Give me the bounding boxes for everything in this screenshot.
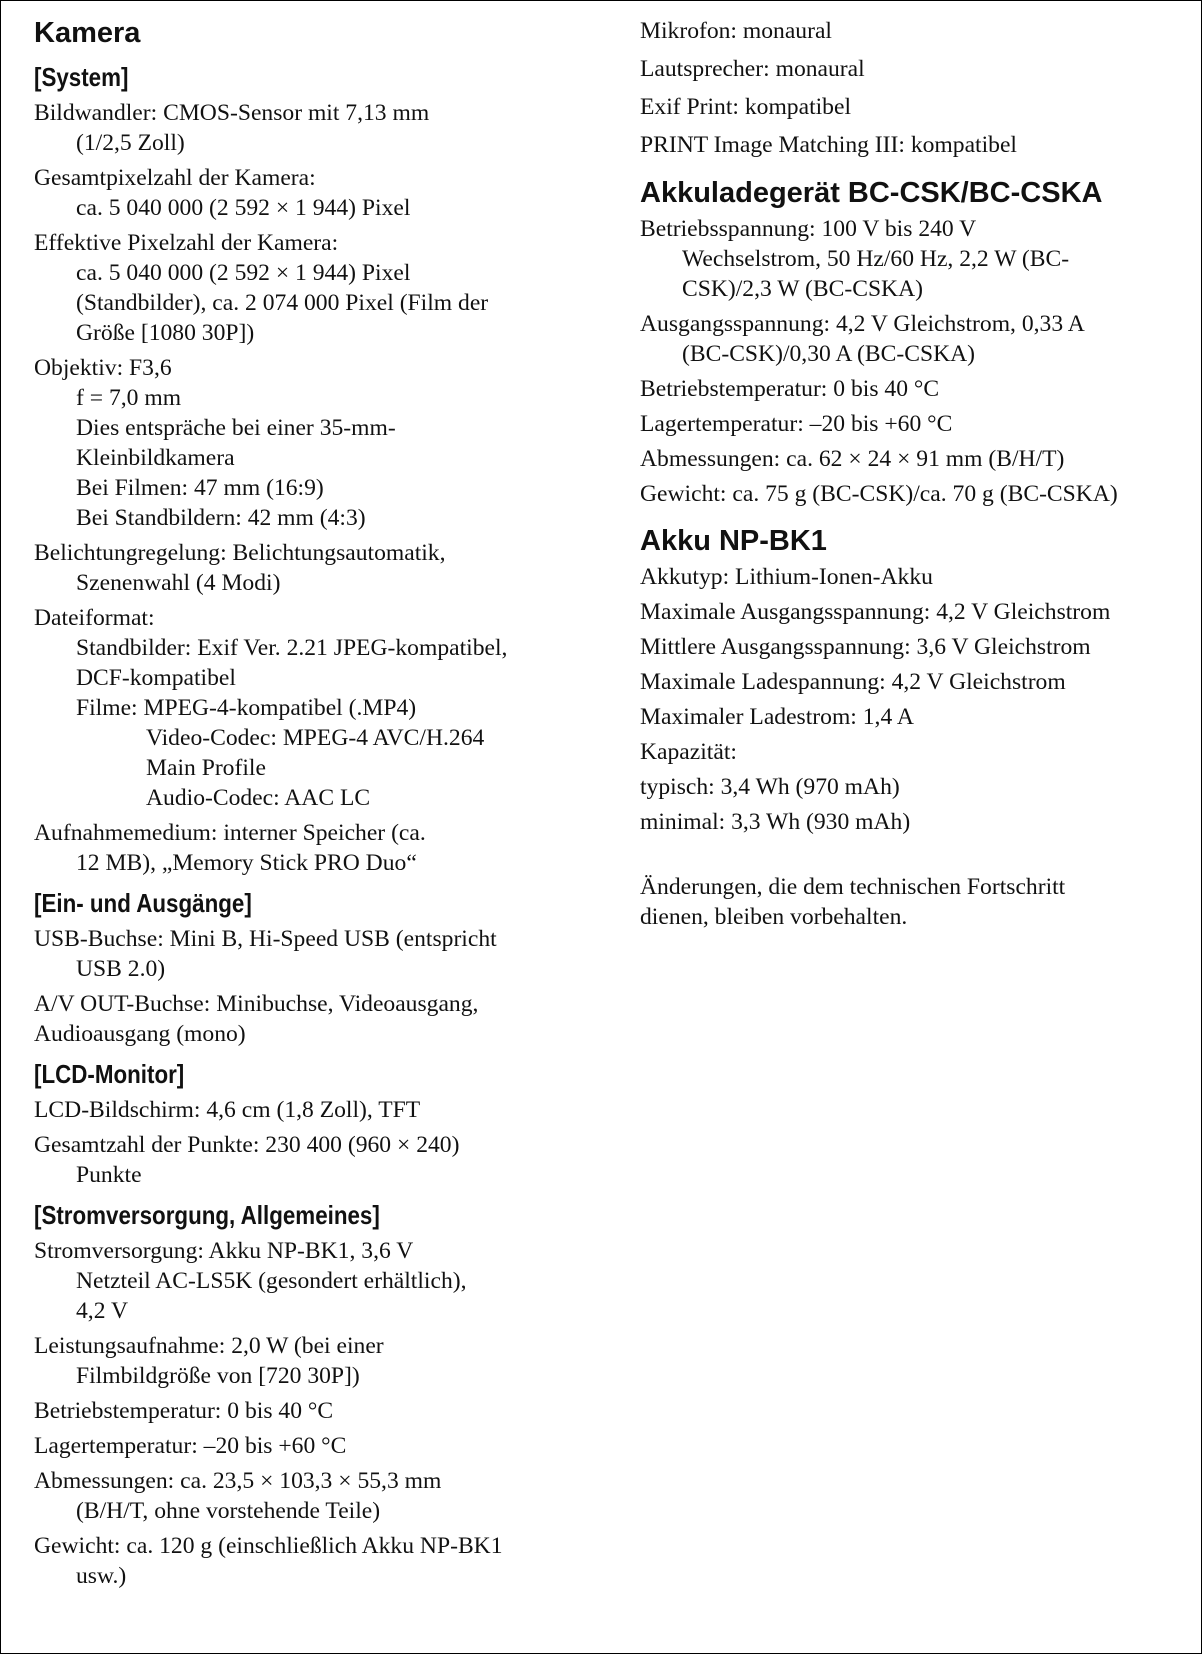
spec-dateiformat bbox=[34, 603, 594, 813]
spec-line: Kleinbildkamera bbox=[76, 445, 235, 471]
spec-line: Main Profile bbox=[146, 755, 266, 781]
spec-charger-abmessungen bbox=[640, 444, 1200, 474]
spec-line: 12 MB), „Memory Stick PRO Duo“ bbox=[76, 850, 417, 876]
spec-line: Kapazität: bbox=[640, 739, 737, 765]
left-column bbox=[34, 14, 594, 1596]
spec-battery-kapazitaet bbox=[640, 737, 1200, 767]
spec-abmessungen bbox=[34, 1466, 594, 1526]
spec-exif-print: Exif Print: kompatibel bbox=[640, 94, 852, 120]
spec-line: Gewicht: ca. 120 g (einschließlich Akku NP-BK1 bbox=[34, 1533, 503, 1559]
spec-charger-betriebstemperatur bbox=[640, 374, 1200, 404]
spec-lautsprecher: Lautsprecher: monaural bbox=[640, 56, 865, 82]
spec-battery-minimal bbox=[640, 807, 1200, 837]
spec-line: Mittlere Ausgangsspannung: 3,6 V Gleichstrom bbox=[640, 634, 1091, 660]
spec-line: Bei Standbildern: 42 mm (4:3) bbox=[76, 505, 366, 531]
spec-belichtung bbox=[34, 538, 594, 598]
spec-battery-ladestrom bbox=[640, 702, 1200, 732]
spec-battery-typisch bbox=[640, 772, 1200, 802]
spec-line: Maximale Ladespannung: 4,2 V Gleichstrom bbox=[640, 669, 1066, 695]
spec-line: A/V OUT-Buchse: Minibuchse, Videoausgang, bbox=[34, 991, 479, 1017]
battery-title: Akku NP-BK1 bbox=[640, 525, 827, 557]
spec-line: Effektive Pixelzahl der Kamera: bbox=[34, 230, 339, 256]
spec-line: USB 2.0) bbox=[76, 956, 166, 982]
spec-line: LCD-Bildschirm: 4,6 cm (1,8 Zoll), TFT bbox=[34, 1097, 421, 1123]
io-heading: [Ein- und Ausgänge] bbox=[34, 888, 252, 918]
spec-line: CSK)/2,3 W (BC-CSKA) bbox=[682, 276, 923, 302]
spec-line: Szenenwahl (4 Modi) bbox=[76, 570, 281, 596]
spec-line: DCF-kompatibel bbox=[76, 665, 236, 691]
spec-line: Stromversorgung: Akku NP-BK1, 3,6 V bbox=[34, 1238, 414, 1264]
spec-line: Lagertemperatur: –20 bis +60 °C bbox=[34, 1433, 347, 1459]
spec-punkte bbox=[34, 1130, 594, 1190]
spec-line: Abmessungen: ca. 23,5 × 103,3 × 55,3 mm bbox=[34, 1468, 442, 1494]
spec-line: Belichtungregelung: Belichtungsautomatik, bbox=[34, 540, 446, 566]
spec-line: Lagertemperatur: –20 bis +60 °C bbox=[640, 411, 953, 437]
spec-line: typisch: 3,4 Wh (970 mAh) bbox=[640, 774, 900, 800]
spec-lagertemperatur bbox=[34, 1431, 594, 1461]
spec-line: Video-Codec: MPEG-4 AVC/H.264 bbox=[146, 725, 485, 751]
spec-betriebstemperatur bbox=[34, 1396, 594, 1426]
spec-line: Gesamtpixelzahl der Kamera: bbox=[34, 165, 316, 191]
spec-line: Maximale Ausgangsspannung: 4,2 V Gleichstrom bbox=[640, 599, 1111, 625]
charger-title: Akkuladegerät BC-CSK/BC-CSKA bbox=[640, 177, 1103, 209]
spec-effektive-pixel bbox=[34, 228, 594, 348]
spec-line: (1/2,5 Zoll) bbox=[76, 130, 185, 156]
spec-usb bbox=[34, 924, 594, 984]
spec-lcd-bildschirm bbox=[34, 1095, 594, 1125]
spec-line: Leistungsaufnahme: 2,0 W (bei einer bbox=[34, 1333, 384, 1359]
spec-line: dienen, bleiben vorbehalten. bbox=[640, 904, 908, 930]
spec-av-out bbox=[34, 989, 594, 1049]
spec-charger-ausgangsspannung bbox=[640, 309, 1200, 369]
spec-line: Bildwandler: CMOS-Sensor mit 7,13 mm bbox=[34, 100, 430, 126]
spec-line: f = 7,0 mm bbox=[76, 385, 182, 411]
spec-line: Gesamtzahl der Punkte: 230 400 (960 × 240) bbox=[34, 1132, 460, 1158]
system-heading: [System] bbox=[34, 62, 129, 92]
spec-battery-max-ausgang bbox=[640, 597, 1200, 627]
spec-line: Filmbildgröße von [720 30P]) bbox=[76, 1363, 360, 1389]
spec-line: (B/H/T, ohne vorstehende Teile) bbox=[76, 1498, 381, 1524]
spec-line: (Standbilder), ca. 2 074 000 Pixel (Film der bbox=[76, 290, 489, 316]
spec-charger-gewicht bbox=[640, 479, 1200, 509]
spec-battery-akkutyp bbox=[640, 562, 1200, 592]
spec-line: Aufnahmemedium: interner Speicher (ca. bbox=[34, 820, 426, 846]
spec-line: Änderungen, die dem technischen Fortschritt bbox=[640, 874, 1066, 900]
spec-line: Abmessungen: ca. 62 × 24 × 91 mm (B/H/T) bbox=[640, 446, 1065, 472]
spec-line: Objektiv: F3,6 bbox=[34, 355, 172, 381]
spec-line: ca. 5 040 000 (2 592 × 1 944) Pixel bbox=[76, 260, 411, 286]
spec-line: Audioausgang (mono) bbox=[34, 1021, 246, 1047]
spec-stromversorgung bbox=[34, 1236, 594, 1326]
spec-line: Wechselstrom, 50 Hz/60 Hz, 2,2 W (BC- bbox=[682, 246, 1070, 272]
spec-battery-mittlere-ausgang bbox=[640, 632, 1200, 662]
spec-line: Netzteil AC-LS5K (gesondert erhältlich), bbox=[76, 1268, 467, 1294]
spec-line: Dateiformat: bbox=[34, 605, 155, 631]
spec-charger-betriebsspannung bbox=[640, 214, 1200, 304]
change-notice bbox=[640, 872, 1200, 932]
spec-leistungsaufnahme bbox=[34, 1331, 594, 1391]
spec-line: Akkutyp: Lithium-Ionen-Akku bbox=[640, 564, 933, 590]
spec-objektiv bbox=[34, 353, 594, 533]
spec-line: usw.) bbox=[76, 1563, 127, 1589]
spec-line: USB-Buchse: Mini B, Hi-Speed USB (entspricht bbox=[34, 926, 497, 952]
spec-line: Bei Filmen: 47 mm (16:9) bbox=[76, 475, 324, 501]
spec-line: Ausgangsspannung: 4,2 V Gleichstrom, 0,33 A bbox=[640, 311, 1085, 337]
spec-line: Filme: MPEG-4-kompatibel (.MP4) bbox=[76, 695, 417, 721]
spec-line: Größe [1080 30P]) bbox=[76, 320, 255, 346]
spec-line: Betriebstemperatur: 0 bis 40 °C bbox=[640, 376, 940, 402]
spec-line: Dies entspräche bei einer 35-mm- bbox=[76, 415, 396, 441]
spec-line: Standbilder: Exif Ver. 2.21 JPEG-kompatibel, bbox=[76, 635, 508, 661]
spec-line: minimal: 3,3 Wh (930 mAh) bbox=[640, 809, 911, 835]
spec-print-image-matching: PRINT Image Matching III: kompatibel bbox=[640, 132, 1017, 158]
spec-gesamtpixel bbox=[34, 163, 594, 223]
spec-line: Betriebstemperatur: 0 bis 40 °C bbox=[34, 1398, 334, 1424]
spec-bildwandler bbox=[34, 98, 594, 158]
spec-line: 4,2 V bbox=[76, 1298, 129, 1324]
spec-line: ca. 5 040 000 (2 592 × 1 944) Pixel bbox=[76, 195, 411, 221]
spec-mikrofon: Mikrofon: monaural bbox=[640, 18, 832, 44]
camera-title: Kamera bbox=[34, 17, 141, 49]
spec-charger-lagertemperatur bbox=[640, 409, 1200, 439]
spec-gewicht bbox=[34, 1531, 594, 1591]
lcd-heading: [LCD-Monitor] bbox=[34, 1059, 185, 1089]
spec-aufnahmemedium bbox=[34, 818, 594, 878]
spec-line: Audio-Codec: AAC LC bbox=[146, 785, 371, 811]
spec-line: Maximaler Ladestrom: 1,4 A bbox=[640, 704, 914, 730]
spec-line: Betriebsspannung: 100 V bis 240 V bbox=[640, 216, 977, 242]
power-heading: [Stromversorgung, Allgemeines] bbox=[34, 1200, 380, 1230]
spec-line: Punkte bbox=[76, 1162, 142, 1188]
spec-battery-max-lade bbox=[640, 667, 1200, 697]
right-column bbox=[640, 16, 1200, 937]
spec-line: (BC-CSK)/0,30 A (BC-CSKA) bbox=[682, 341, 975, 367]
spec-line: Gewicht: ca. 75 g (BC-CSK)/ca. 70 g (BC-CSKA) bbox=[640, 481, 1118, 507]
